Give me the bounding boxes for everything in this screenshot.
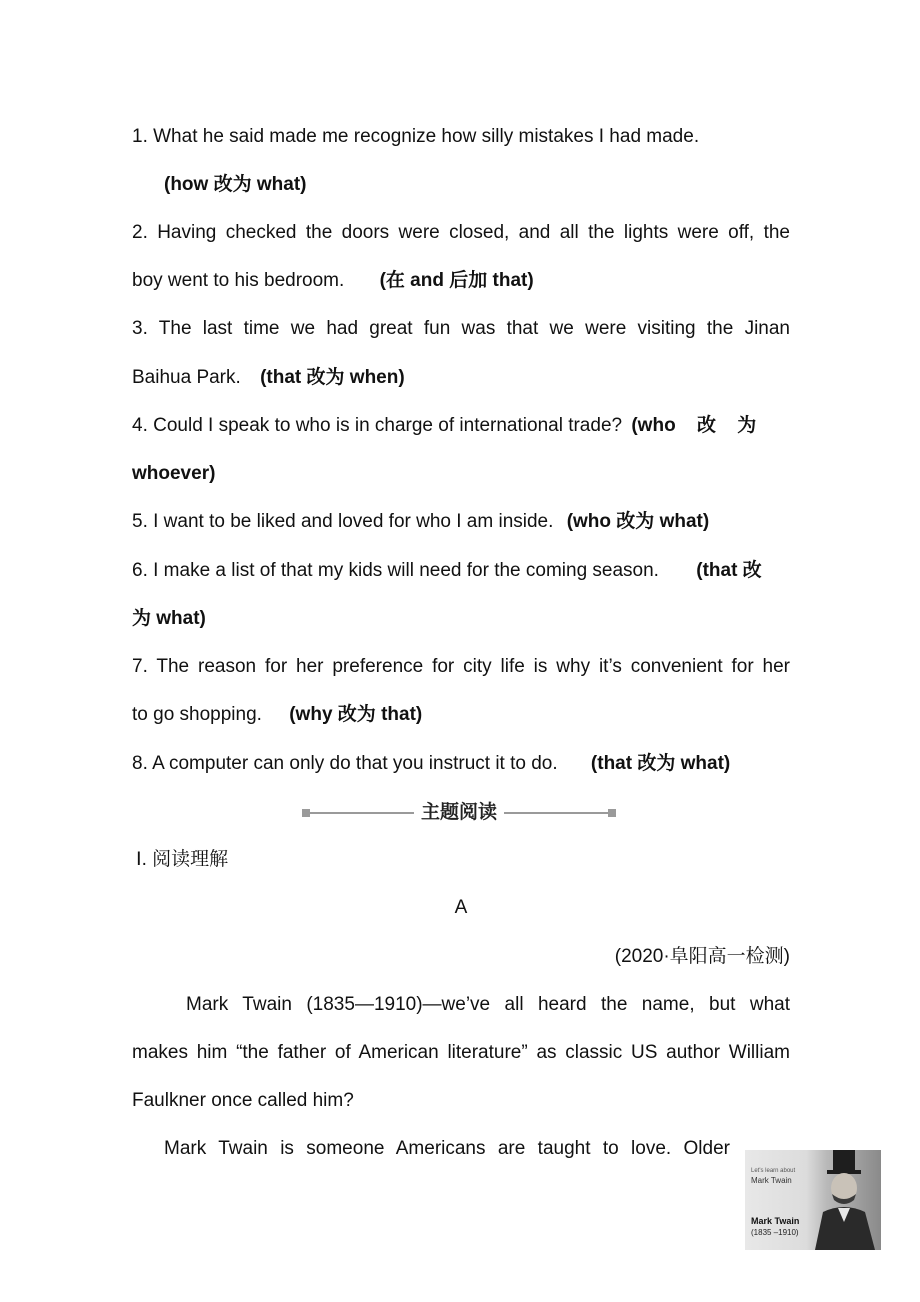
sentence-2-text: 2. Having checked the doors were closed, and all the lights were off, the [132,222,790,243]
divider-rule-right [504,812,608,814]
portrait-illustration [805,1150,881,1250]
sentence-2 [132,220,790,246]
sentence-8-text: 8. A computer can only do that you instruct it to do. [132,753,558,774]
correction-note: (that 改为 when) [260,367,405,388]
passage-text: Faulkner once called him? [132,1090,354,1111]
part-heading-text: Ⅰ. 阅读理解 [136,849,229,870]
passage-source [132,944,790,970]
sentence-8 [132,751,790,777]
sentence-1-text: 1. What he said made me recognize how silly mistakes I had made. [132,126,700,147]
correction-note: (在 and 后加 that) [379,270,534,291]
correction-note: (that 改 [696,560,762,581]
sentence-7-cont [132,702,790,728]
sentence-7-text-cont: to go shopping. [132,704,262,725]
thumbnail-label-years: (1835 –1910) [751,1228,799,1237]
part-heading [136,847,794,873]
sentence-4 [132,413,790,439]
sentence-5 [132,509,790,535]
sentence-7 [132,654,790,680]
passage-text: Mark Twain is someone Americans are taught to love. Older [164,1138,730,1159]
sentence-3-text: 3. The last time we had great fun was that we were visiting the Jinan [132,318,790,339]
passage-line-1 [186,992,790,1018]
source-text: (2020·阜阳高一检测) [614,946,790,967]
sentence-6-cont [132,606,790,632]
sentence-4-text: 4. Could I speak to who is in charge of international trade? [132,415,623,436]
thumbnail-label-name: Mark Twain [751,1216,800,1226]
sentence-1 [132,124,790,150]
section-title: 主题阅读 [420,802,497,823]
sentence-2-text-cont: boy went to his bedroom. [132,270,345,291]
divider-rule-left [310,812,414,814]
thumbnail-caption-small: Let's learn about [751,1168,796,1174]
sentence-4-cont [132,461,790,487]
passage-label-text: A [454,897,468,918]
sentence-6-text: 6. I make a list of that my kids will need for the coming season. [132,560,659,581]
passage-line-3 [132,1088,790,1114]
passage-text: Mark Twain (1835—1910)—we’ve all heard the name, but what [186,994,790,1015]
sentence-5-text: 5. I want to be liked and loved for who I am inside. [132,511,554,532]
section-divider [300,800,618,826]
passage-line-4 [164,1136,730,1162]
sentence-3 [132,316,790,342]
divider-dot [608,809,616,817]
sentence-6 [132,558,790,584]
thumbnail-caption-name: Mark Twain [751,1176,792,1185]
mark-twain-thumbnail [745,1150,881,1250]
divider-dot [302,809,310,817]
passage-line-2 [132,1040,790,1066]
correction-note-cont: whoever) [132,463,216,484]
sentence-1-correction [164,172,306,198]
correction-note: (why 改为 that) [289,704,423,725]
sentence-3-text-cont: Baihua Park. [132,367,241,388]
correction-note: (who 改为 what) [566,511,710,532]
sentence-2-cont [132,268,790,294]
sentence-3-cont [132,365,790,391]
passage-text: makes him “the father of American literature” as classic US author William [132,1042,790,1063]
correction-note-cont: 为 what) [132,608,206,629]
correction-note: (how 改为 what) [164,174,307,195]
sentence-7-text: 7. The reason for her preference for city life is why it’s convenient for her [132,656,790,677]
correction-note: (who 改 为 [631,415,757,436]
correction-note: (that 改为 what) [590,753,731,774]
passage-label [132,895,790,921]
